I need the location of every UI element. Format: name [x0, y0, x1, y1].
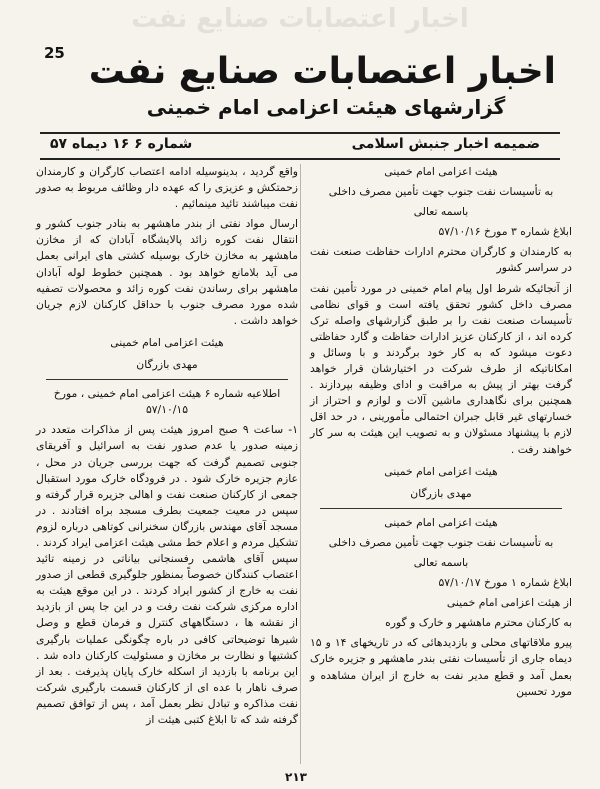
- notice-number: ابلاغ شماره ۳ مورخ ۵۷/۱۰/۱۶: [438, 225, 572, 239]
- issue-bar: [40, 132, 560, 160]
- masthead: [88, 51, 556, 120]
- addressee: به کارکنان محترم ماهشهر و خارک و گوره: [385, 616, 572, 630]
- section-rule: [46, 379, 288, 380]
- bulletin-heading: هیئت اعزامی امام خمینی: [384, 165, 498, 178]
- signature-name: مهدی بازرگان: [136, 358, 198, 372]
- addressee: به کارمندان و کارگران محترم ادارات حفاظت صنعت نفت در سراسر کشور: [310, 245, 572, 275]
- supplement-label: ضمیمه اخبار جنبش اسلامی: [351, 136, 540, 152]
- bulletin-heading: به تأسیسات نفت جنوب جهت تأمین مصرف داخلی: [328, 535, 554, 549]
- notice-number: ابلاغ شماره ۱ مورخ ۵۷/۱۰/۱۷: [438, 576, 572, 590]
- body-paragraph: پیرو ملاقاتهای محلی و بازدیدهائی که در تاریخهای ۱۴ و ۱۵ دیماه جاری از تأسیسات نفتی بندر ماهشهر و جزیره خارک بعمل آمد و قطع مدیر نفت به خارج از ایران مشاهده و مورد تحسین: [310, 636, 572, 698]
- sender: از هیئت اعزامی امام خمینی: [446, 596, 572, 610]
- signature-name: مهدی بازرگان: [410, 486, 472, 500]
- page-number: 25: [44, 44, 65, 62]
- right-column: [310, 164, 572, 704]
- body-paragraph: از آنجائیکه شرط اول پیام امام خمینی در مورد تأمین نفت مصرف داخل کشور تحقق یافته است و قوای نظامی تأسیسات صنعت نفت را بر طبق گزارشهای واصله ترک کرده اند ، از کارکنان عزیز ادارات حفاظت و گارد حفاظتی دعوت میشود که به کار خود برگردند و با وسائل و امکاناتیکه از طرف شرکت در اختیارشان قرار خواهد گرفت بهتر از پیش به مراقبت و ادای وظیفه بپردازند . همچنین برای نگاهداری ماشین آلات و لوازم و احتراز از خسارتهای غیر قابل جبران احتمالی مأمورینی ، در حد اقل لازم با پیشنهاد مسئولان و به تصویب این هیئت به سر کار خواهند رفت .: [310, 281, 572, 456]
- bulletin-heading: به تأسیسات نفت جنوب جهت تأمین مصرف داخلی: [328, 185, 554, 199]
- signature-title: هیئت اعزامی امام خمینی: [384, 464, 498, 478]
- column-divider: [300, 164, 301, 764]
- announcement-heading: اطلاعیه شماره ۶ هیئت اعزامی امام خمینی ، مورخ ۵۷/۱۰/۱۵: [53, 387, 281, 417]
- invocation: باسمه تعالی: [413, 205, 469, 219]
- masthead-subtitle: گزارشهای هیئت اعزامی امام خمینی: [146, 95, 506, 119]
- body-paragraph: ۱- ساعت ۹ صبح امروز هیئت پس از مذاکرات متعدد در زمینه صدور یا عدم صدور نفت به اسرائیل و آفریقای جنوبی تصمیم گرفت که جهت بررسی جریان در محل ، عازم جزیره خارک شود . در فرودگاه خارک مورد استقبال جمعی از کارکنان صنعت نفت و اهالی جزیره قرار گرفته و سپس در معیت جمعیت بطرف مسجد براه افتادند . در مسجد آقای مهندس بازرگان سخنرانی کوتاهی درباره لزوم تشکیل مردم و اعلام خط مشی هیئت اعزامی ایراد کردند . سپس آقای هاشمی رفسنجانی بیاناتی در زمینه تائید اعتصاب کنندگان خصوصاً بمنظور جلوگیری قطعی از صدور نفت به خارج از کشور ایراد کردند . در این موقع هیئت به اداره مرکزی شرکت نفت رفت و در این جا پس از بازدید از نقشه ها ، دستگاههای کنترل و فرمان قطع و وصل شیرها توضیحاتی کافی در باره چگونگی عملیات بارگیری کشتیها و نظارت بر مخازن و مسئولیت کارکنان داده شد . این برنامه با بازدید از اسکله خارک پایان پذیرفت . بعد از صرف ناهار با عده ای از کارکنان قسمت بارگیری شرکت نفت مذاکره و تبادل نظر بعمل آمد ، پس از توافق تصمیم گرفته شد که تا ابلاغ کتبی هیئت از: [36, 423, 298, 726]
- footer-page-number: ۲۱۳: [285, 770, 307, 784]
- body-paragraph: واقع گردید ، بدینوسیله ادامه اعتصاب کارگران و کارمندان زحمتکش و عزیزی را که عهده دار وظائف مربوط به صدور نفت میباشند تائید مینمائیم .: [36, 165, 298, 211]
- body-paragraph: ارسال مواد نفتی از بندر ماهشهر به بنادر جنوب کشور و انتقال نفت کوره زائد پالایشگاه آبادان که از مخازن ماهشهر به مخازن خارک بوسیله کشتی های ایرانی بعمل می آید بلامانع خواهد بود . همچنین خطوط لوله آبادان ماهشهر برای رساندن نفت کوره زائد و محصولات تصفیه شده مورد مصرف جنوب با حداقل کارکنان لازم جریان خواهد داشت .: [36, 217, 298, 327]
- invocation: باسمه تعالی: [413, 555, 469, 569]
- issue-number: شماره ۶ ۱۶ دیماه ۵۷: [50, 136, 193, 152]
- signature-title: هیئت اعزامی امام خمینی: [110, 335, 224, 349]
- bulletin-heading: هیئت اعزامی امام خمینی: [384, 515, 498, 529]
- bleed-through-text: اخبار اعتصابات صنایع نفت: [131, 4, 469, 34]
- left-column: [36, 164, 298, 732]
- masthead-title: اخبار اعتصابات صنایع نفت: [88, 51, 556, 92]
- section-rule: [320, 508, 562, 509]
